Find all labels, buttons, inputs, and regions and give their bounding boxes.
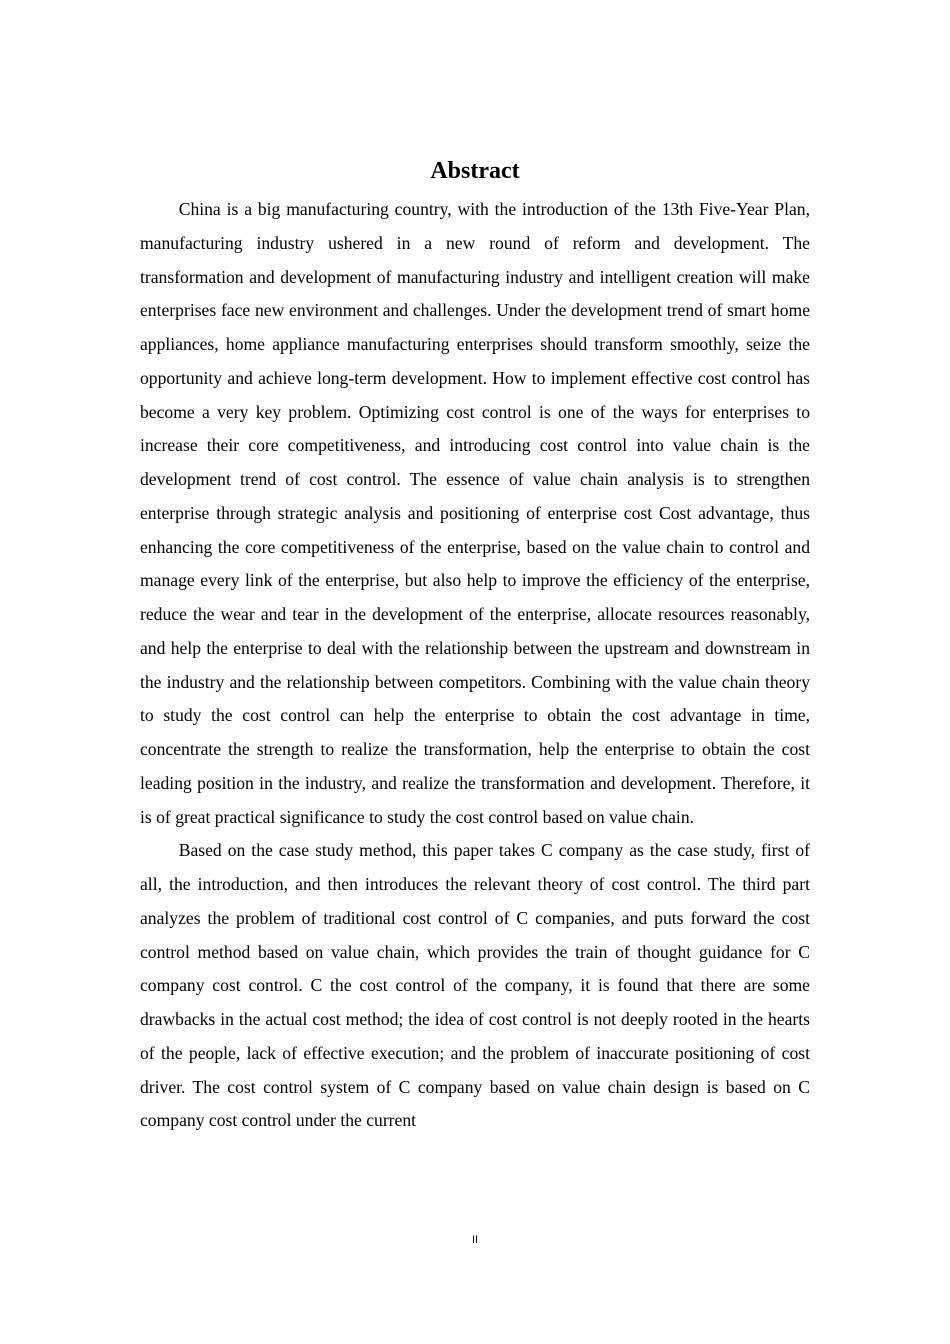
page-number: II [471,1234,479,1246]
abstract-paragraph-2: Based on the case study method, this paper takes C company as the case study, first of all, the introduction, and then introduces the relevant theory of cost control. The third part analyzes the problem of traditional cost control of C companies, and puts forward the cost control method based on value chain, which provides the train of thought guidance for C company cost control. C the cost control of the company, it is found that there are some drawbacks in the actual cost method; the idea of cost control is not deeply rooted in the hearts of the people, lack of effective execution; and the problem of inaccurate positioning of cost driver. The cost control system of C company based on value chain design is based on C company cost control under the current [140,840,810,1131]
abstract-title: Abstract [430,158,520,184]
abstract-paragraph-1: China is a big manufacturing country, with the introduction of the 13th Five-Year Plan, manufacturing industry ushered in a new round of reform and development. The transformation and development of manufacturing industry and intelligent creation will make enterprises face new environment and challenges. Under the development trend of smart home appliances, home appliance manufacturing enterprises should transform smoothly, seize the opportunity and achieve long-term development. How to implement effective cost control has become a very key problem. Optimizing cost control is one of the ways for enterprises to increase their core competitiveness, and introducing cost control into value chain is the development trend of cost control. The essence of value chain analysis is to strengthen enterprise through strategic analysis and positioning of enterprise cost Cost advantage, thus enhancing the core competitiveness of the enterprise, based on the value chain to control and manage every link of the enterprise, but also help to improve the efficiency of the enterprise, reduce the wear and tear in the development of the enterprise, allocate resources reasonably, and help the enterprise to deal with the relationship between the upstream and downstream in the industry and the relationship between competitors. Combining with the value chain theory to study the cost control can help the enterprise to obtain the cost advantage in time, concentrate the strength to realize the transformation, help the enterprise to obtain the cost leading position in the industry, and realize the transformation and development. Therefore, it is of great practical significance to study the cost control based on value chain. [140,199,810,827]
abstract-body [140,193,810,1138]
